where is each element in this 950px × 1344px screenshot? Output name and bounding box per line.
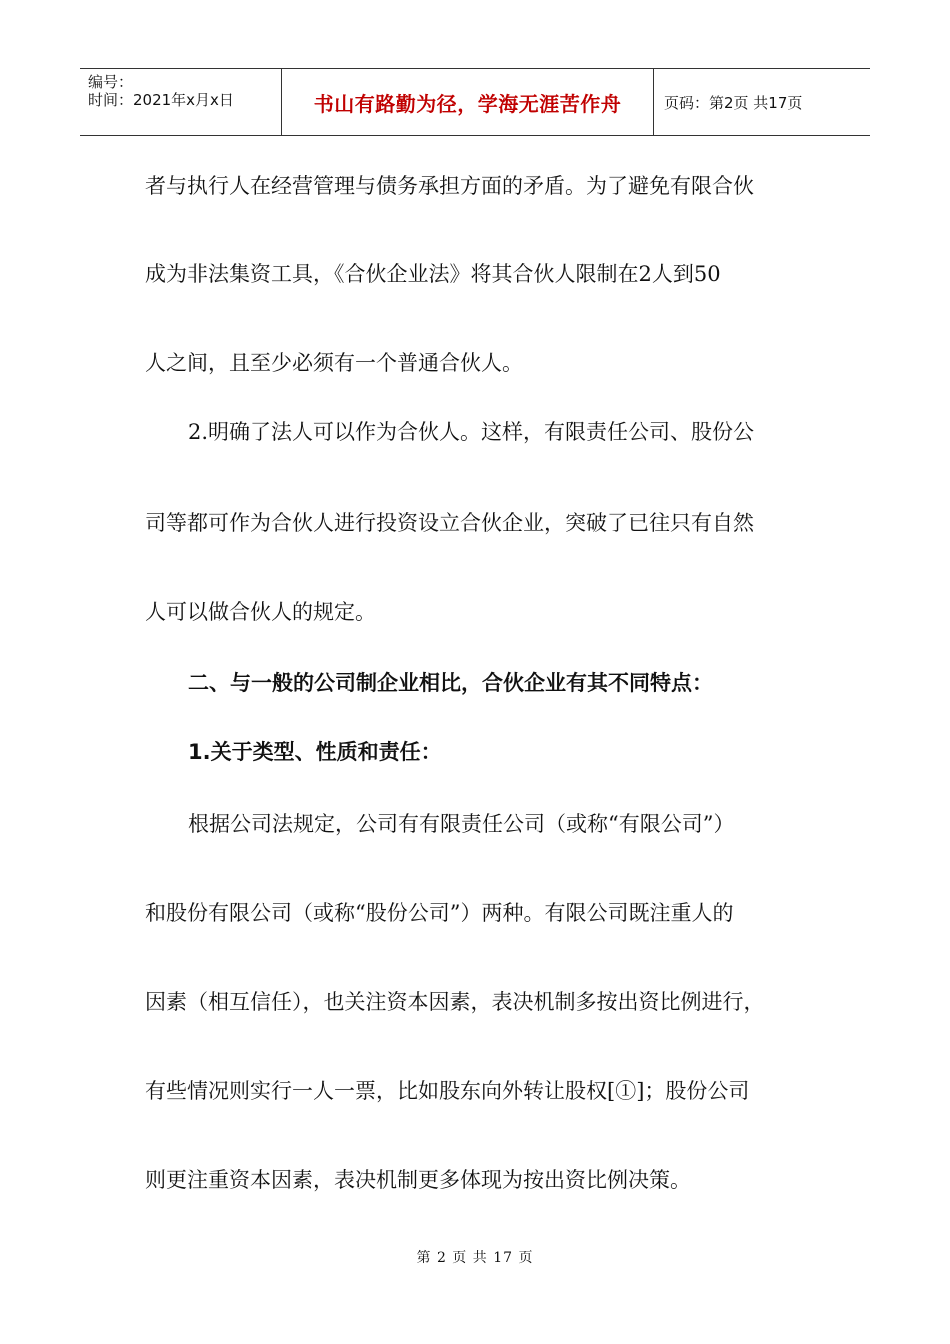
page-footer: 第 2 页 共 17 页 <box>416 1250 534 1266</box>
body-line: 司等都可作为合伙人进行投资设立合伙企业，突破了已往只有自然 <box>145 511 754 535</box>
body-line: 根据公司法规定，公司有有限责任公司（或称“有限公司”） <box>188 812 735 836</box>
body-line: 2.明确了法人可以作为合伙人。这样，有限责任公司、股份公 <box>188 420 755 444</box>
body-line: 因素（相互信任），也关注资本因素，表决机制多按出资比例进行， <box>145 990 765 1014</box>
header-page-info: 页码：第2页 共17页 <box>664 93 803 112</box>
body-line: 有些情况则实行一人一票，比如股东向外转让股权[①]；股份公司 <box>145 1079 750 1103</box>
header-meta-cell <box>80 69 282 135</box>
body-line: 人之间，且至少必须有一个普通合伙人。 <box>145 351 523 375</box>
date-label: 时间：2021年x月x日 <box>88 91 234 109</box>
number-label: 编号： <box>88 73 134 91</box>
document-header <box>80 68 870 136</box>
section-heading: 二、与一般的公司制企业相比，合伙企业有其不同特点： <box>188 671 713 695</box>
body-line: 则更注重资本因素，表决机制更多体现为按出资比例决策。 <box>145 1168 691 1192</box>
header-motto: 书山有路勤为径，学海无涯苦作舟 <box>282 69 654 135</box>
body-line: 人可以做合伙人的规定。 <box>145 600 376 624</box>
subsection-heading: 1.关于类型、性质和责任： <box>188 740 442 764</box>
body-line: 成为非法集资工具，《合伙企业法》将其合伙人限制在2人到50 <box>145 262 721 286</box>
body-line: 者与执行人在经营管理与债务承担方面的矛盾。为了避免有限合伙 <box>145 174 754 198</box>
body-line: 和股份有限公司（或称“股份公司”）两种。有限公司既注重人的 <box>145 901 734 925</box>
